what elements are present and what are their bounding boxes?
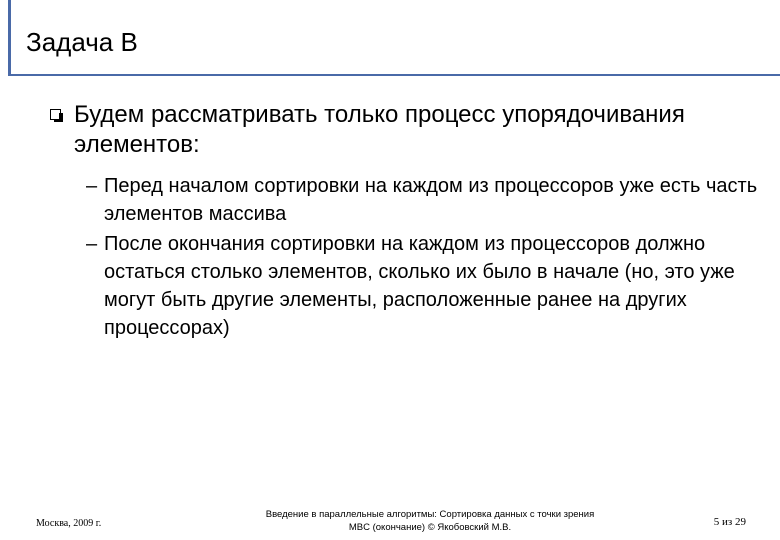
slide-footer	[0, 500, 780, 540]
dash-bullet-icon: –	[86, 175, 98, 197]
footer-location-date: Москва, 2009 г.	[36, 518, 102, 529]
sub-bullet-text: После окончания сортировки на каждом из процессоров должно остаться столько элементов, сколько их было в начале (но, это уже могут быть другие элементы, расположенные ранее на других процессорах)	[104, 233, 735, 339]
slide-title: Задача В	[26, 27, 138, 57]
footer-course-title: Введение в параллельные алгоритмы: Сортировка данных с точки зрения MBC (окончание) © Якобовский М.В.	[265, 509, 595, 533]
dash-bullet-icon: –	[86, 233, 98, 255]
sub-bullet-list	[86, 172, 766, 344]
sub-bullet-item	[86, 172, 766, 228]
sub-bullet-item	[86, 230, 766, 342]
sub-bullet-text: Перед началом сортировки на каждом из процессоров уже есть часть элементов массива	[104, 175, 758, 225]
footer-page-number: 5 из 29	[713, 516, 746, 528]
bullet-text: Будем рассматривать только процесс упорядочивания элементов:	[74, 101, 685, 158]
square-bullet-icon	[50, 109, 61, 120]
title-left-rule	[8, 0, 11, 76]
title-underline-rule	[8, 74, 780, 76]
